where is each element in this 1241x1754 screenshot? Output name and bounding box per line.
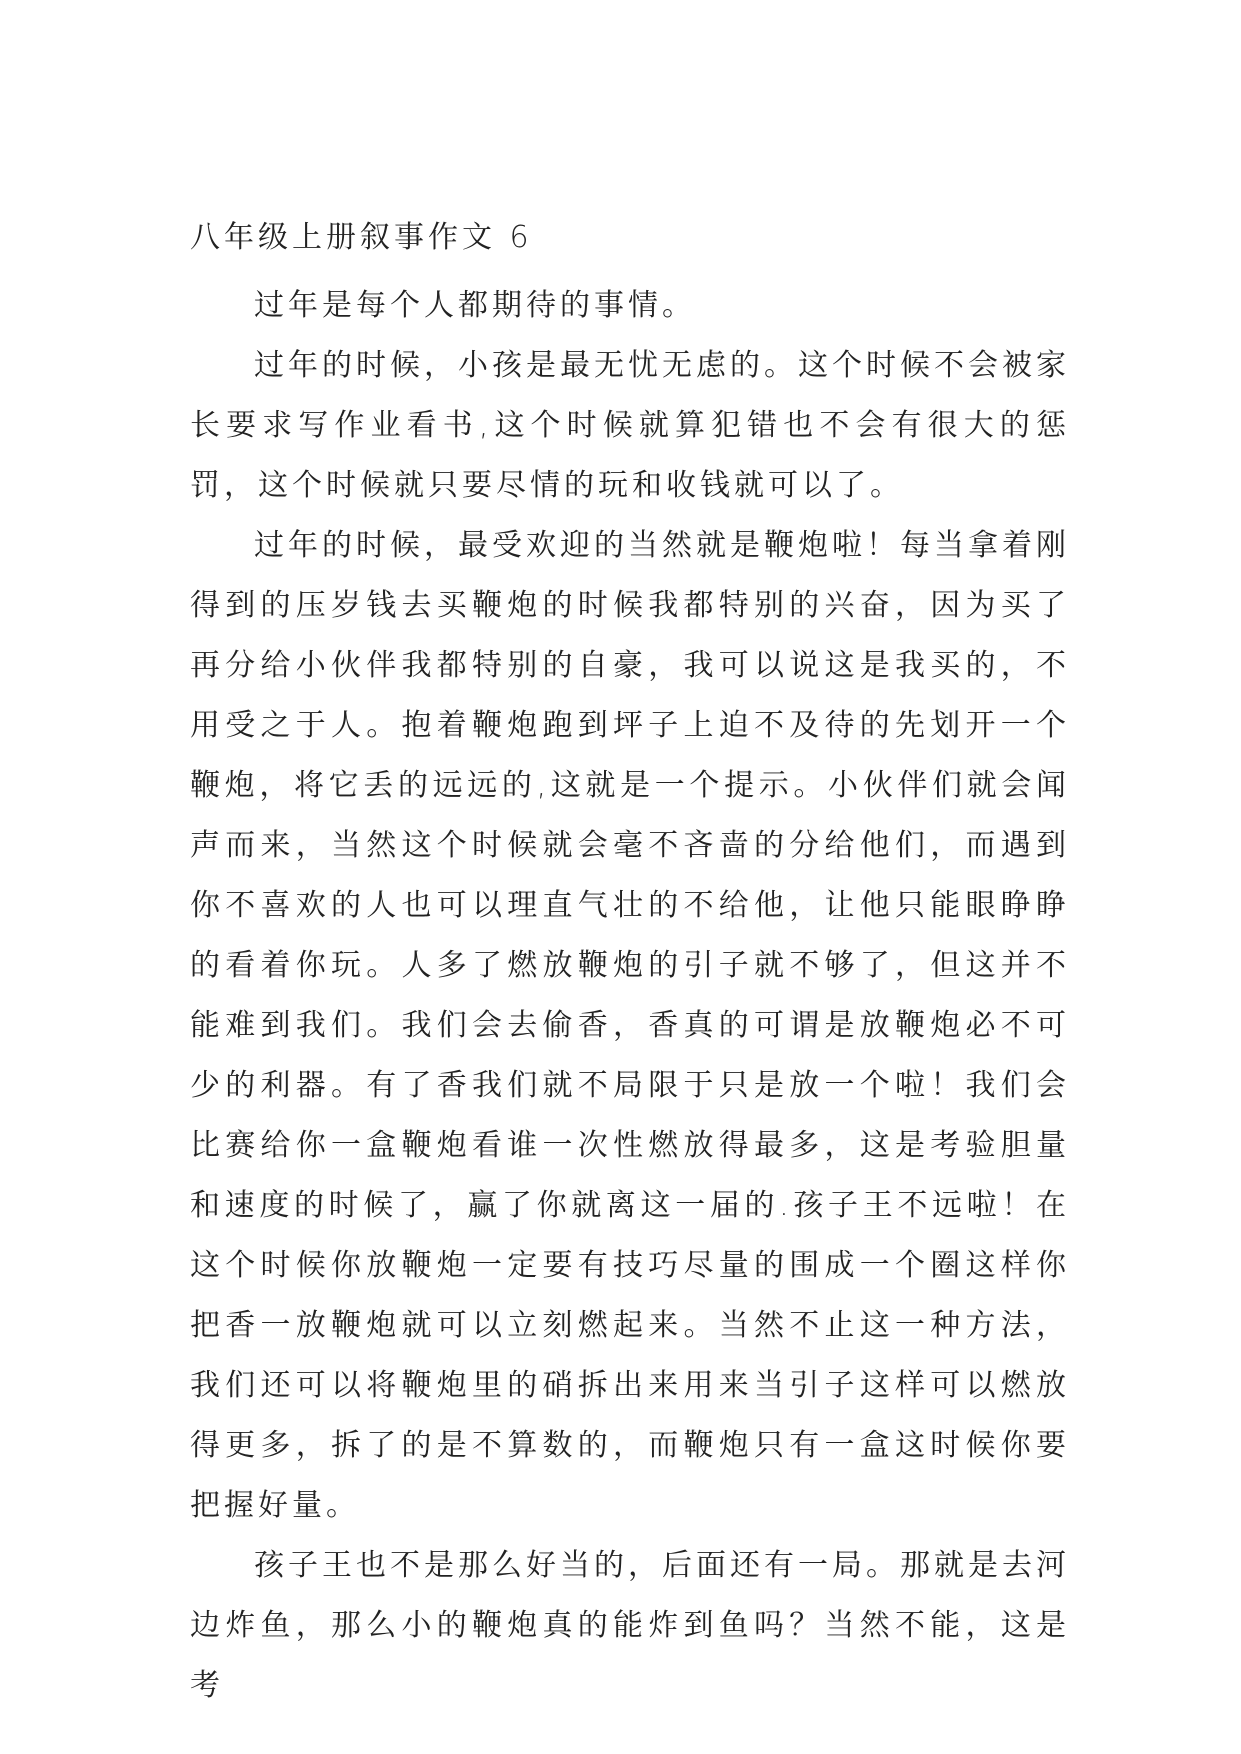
- document-title: 八年级上册叙事作文 6: [190, 220, 533, 255]
- paragraph-1: 过年是每个人都期待的事情。: [254, 288, 696, 323]
- paragraph-3: 过年的时候，最受欢迎的当然就是鞭炮啦！每当拿着刚得到的压岁钱去买鞭炮的时候我都特别的兴奋，因为买了再分给小伙伴我都特别的自豪，我可以说这是我买的，不用受之于人。抱着鞭炮跑到坪子上迫不及待的先划开一个鞭炮，将它丢的远远的,这就是一个提示。小伙伴们就会闻声而来，当然这个时候就会毫不吝啬的分给他们，而遇到你不喜欢的人也可以理直气壮的不给他，让他只能眼睁睁的看着你玩。人多了燃放鞭炮的引子就不够了，但这并不能难到我们。我们会去偷香，香真的可谓是放鞭炮必不可少的利器。有了香我们就不局限于只是放一个啦！我们会比赛给你一盒鞭炮看谁一次性燃放得最多，这是考验胆量和速度的时候了，赢了你就离这一届的.孩子王不远啦！在这个时候你放鞭炮一定要有技巧尽量的围成一个圈这样你把香一放鞭炮就可以立刻燃起来。当然不止这一种方法，我们还可以将鞭炮里的硝拆出来用来当引子这样可以燃放得更多，拆了的是不算数的，而鞭炮只有一盒这时候你要把握好量。: [190, 528, 1070, 1523]
- document-body: [190, 218, 1070, 1716]
- paragraph-4: 孩子王也不是那么好当的，后面还有一局。那就是去河边炸鱼，那么小的鞭炮真的能炸到鱼吗？当然不能，这是考: [190, 1548, 1070, 1703]
- paragraph-2: 过年的时候，小孩是最无忧无虑的。这个时候不会被家长要求写作业看书,这个时候就算犯错也不会有很大的惩罚，这个时候就只要尽情的玩和收钱就可以了。: [190, 348, 1070, 503]
